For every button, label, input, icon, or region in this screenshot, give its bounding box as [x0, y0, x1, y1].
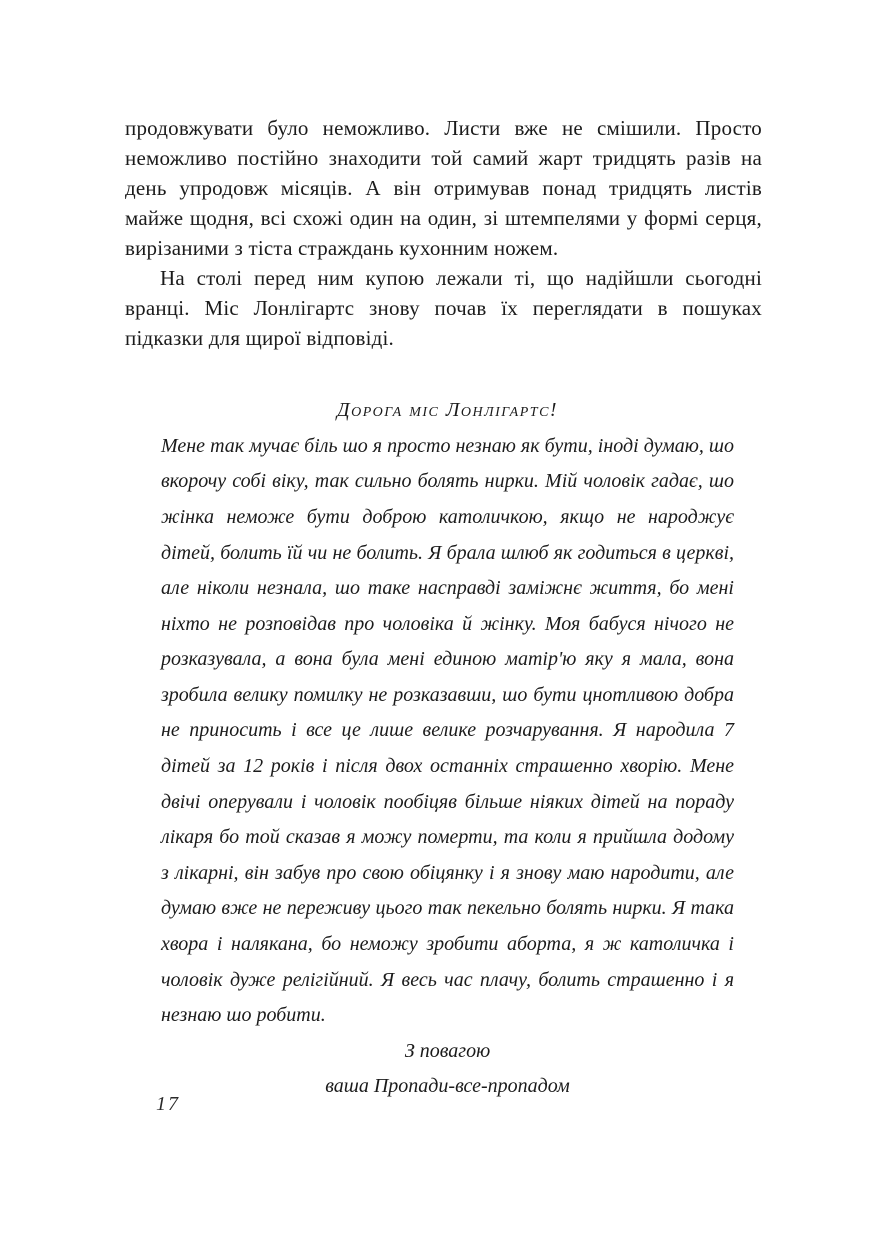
letter-body: Мене так мучає біль шо я просто незнаю як бути, іноді думаю, шо вкорочу собі віку, так сильно болять нирки. Мій чоловік гадає, шо жінка неможе бути доброю католичкою, якщо не народжує дітей, болить їй чи не болить. Я брала шлюб як годиться в церкві, але ніколи незнала, шо таке насправді заміжнє життя, бо мені ніхто не розповідав про чоловіка й жінку. Моя бабуся нічого не розказувала, а вона була мені единою матір'ю яку я мала, вона зробила велику помилку не розказавши, шо бути цнотливою добра не приносить і все це лише велике розчарування. Я народила 7 дітей за 12 років і після двох останніх страшенно хворію. Мене двічі оперували і чоловік пообіцяв більше ніяких дітей на пораду лікаря бо той сказав я можу померти, та коли я прийшла додому з лікарні, він забув про свою обіцянку і я знову маю народити, але думаю вже не переживу цього так пекельно болять нирки. Я така хвора і налякана, бо неможу зробити аборта, я ж католичка і чоловік дуже релігійний. Я весь час плачу, болить страшенно і я незнаю шо робити.: [161, 434, 734, 1027]
letter-closing: З повагою: [404, 1039, 491, 1062]
page-number: 17: [156, 1093, 180, 1115]
body-paragraph: продовжувати було неможливо. Листи вже не смішили. Просто неможливо постійно знаходити той самий жарт тридцять разів на день упродовж місяців. А він отримував понад тридцять листів майже щодня, всі схожі один на один, зі штемпелями у формі серця, вирізаними з тіста страждань кухонним ножем.: [125, 116, 762, 261]
body-paragraph: На столі перед ним купою лежали ті, що надійшли сьогодні вранці. Міс Лонлігартс знову почав їх переглядати в пошуках підказки для щирої відповіді.: [125, 266, 762, 351]
letter-salutation: Дорога міс Лонлігартс!: [336, 399, 559, 422]
text-block: [125, 113, 762, 1105]
letter-block: [161, 393, 734, 1105]
letter-signature: ваша Пропади-все-пропадом: [325, 1075, 570, 1098]
